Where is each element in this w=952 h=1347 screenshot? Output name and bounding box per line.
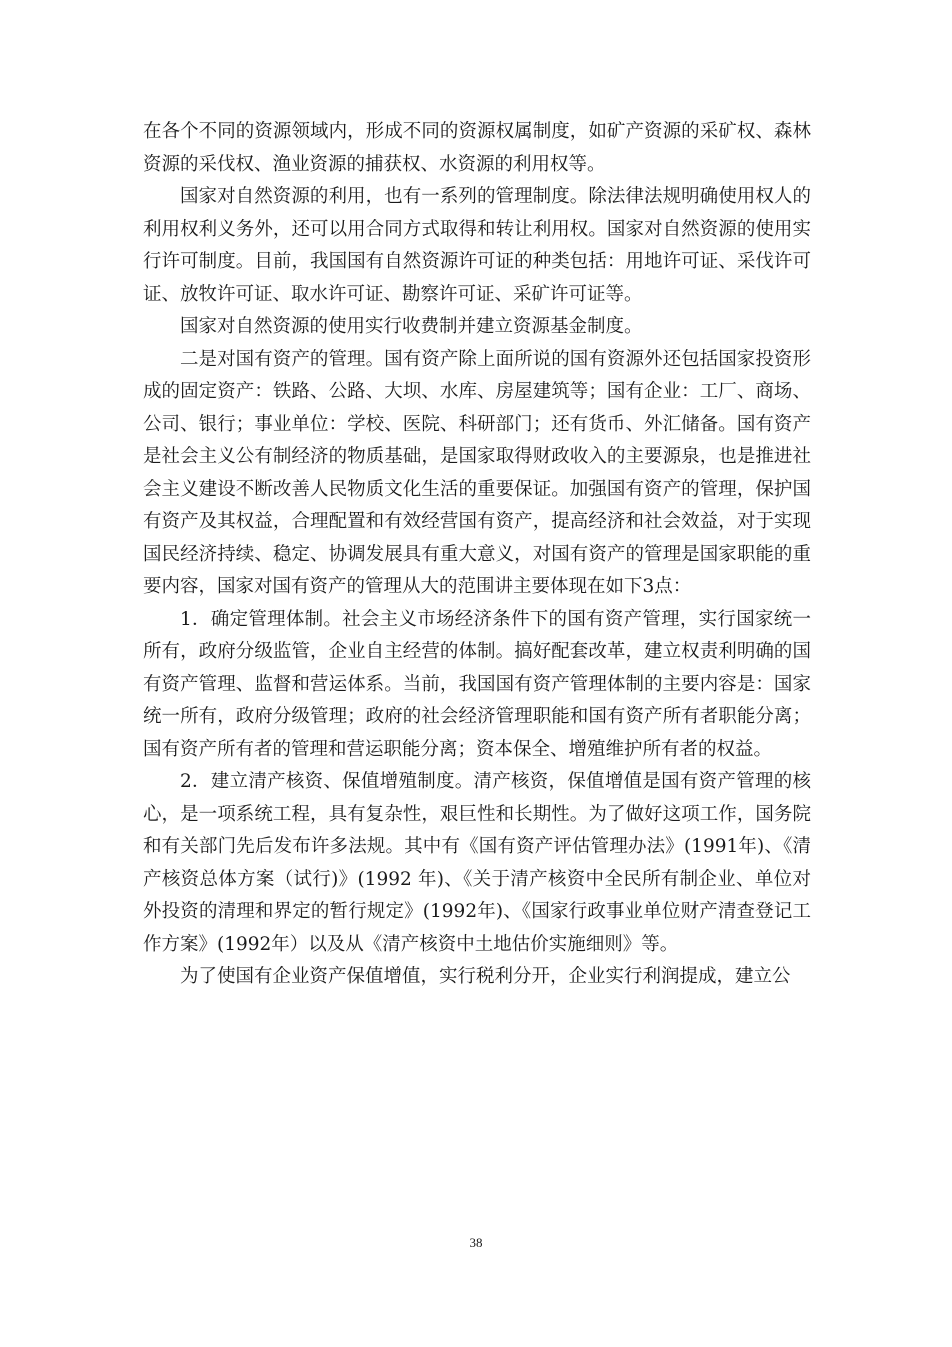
paragraph-resource-fees: 国家对自然资源的使用实行收费制并建立资源基金制度。 [180, 316, 643, 337]
paragraph-point-2: 2．建立清产核资、保值增殖制度。清产核资，保值增值是国有资产管理的核心，是一项系统工程，具有复杂性，艰巨性和长期性。为了做好这项工作，国务院和有关部门先后发布许多法规。其中有《国有资产评估管理办法》(1991年)、《清产核资总体方案（试行)》(1992 年)、《关于清产核资中全民所有制企业、单位对外投资的清理和界定的暂行规定》(1992年)、《国家行政事业单位财产清查登记工作方案》(1992年）以及从《清产核资中土地估价实施细则》等。 [143, 771, 811, 955]
body-text [143, 116, 811, 994]
paragraph-state-assets: 二是对国有资产的管理。国有资产除上面所说的国有资源外还包括国家投资形成的固定资产：铁路、公路、大坝、水库、房屋建筑等；国有企业：工厂、商场、公司、银行；事业单位：学校、医院、科研部门；还有货币、外汇储备。国有资产是社会主义公有制经济的物质基础，是国家取得财政收入的主要源泉，也是推进社会主义建设不断改善人民物质文化生活的重要保证。加强国有资产的管理，保护国有资产及其权益，合理配置和有效经营国有资产，提高经济和社会效益，对于实现国民经济持续、稳定、协调发展具有重大意义，对国有资产的管理是国家职能的重要内容，国家对国有资产的管理从大的范围讲主要体现在如下3点： [143, 348, 811, 597]
paragraph-resource-management: 国家对自然资源的利用，也有一系列的管理制度。除法律法规明确使用权人的利用权利义务外，还可以用合同方式取得和转让利用权。国家对自然资源的使用实行许可制度。目前，我国国有自然资源许可证的种类包括：用地许可证、采伐许可证、放牧许可证、取水许可证、勘察许可证、采矿许可证等。 [143, 186, 811, 305]
paragraph-asset-preservation: 为了使国有企业资产保值增值，实行税利分开，企业实行利润提成，建立公 [180, 966, 791, 987]
paragraph-resource-rights: 在各个不同的资源领域内，形成不同的资源权属制度，如矿产资源的采矿权、森林资源的采伐权、渔业资源的捕获权、水资源的利用权等。 [143, 121, 811, 175]
page-number: 38 [469, 1235, 483, 1250]
paragraph-point-1: 1．确定管理体制。社会主义市场经济条件下的国有资产管理，实行国家统一所有，政府分级监管，企业自主经营的体制。搞好配套改革，建立权责利明确的国有资产管理、监督和营运体系。当前，我国国有资产管理体制的主要内容是：国家统一所有，政府分级管理；政府的社会经济管理职能和国有资产所有者职能分离；国有资产所有者的管理和营运职能分离；资本保全、增殖维护所有者的权益。 [143, 608, 811, 760]
